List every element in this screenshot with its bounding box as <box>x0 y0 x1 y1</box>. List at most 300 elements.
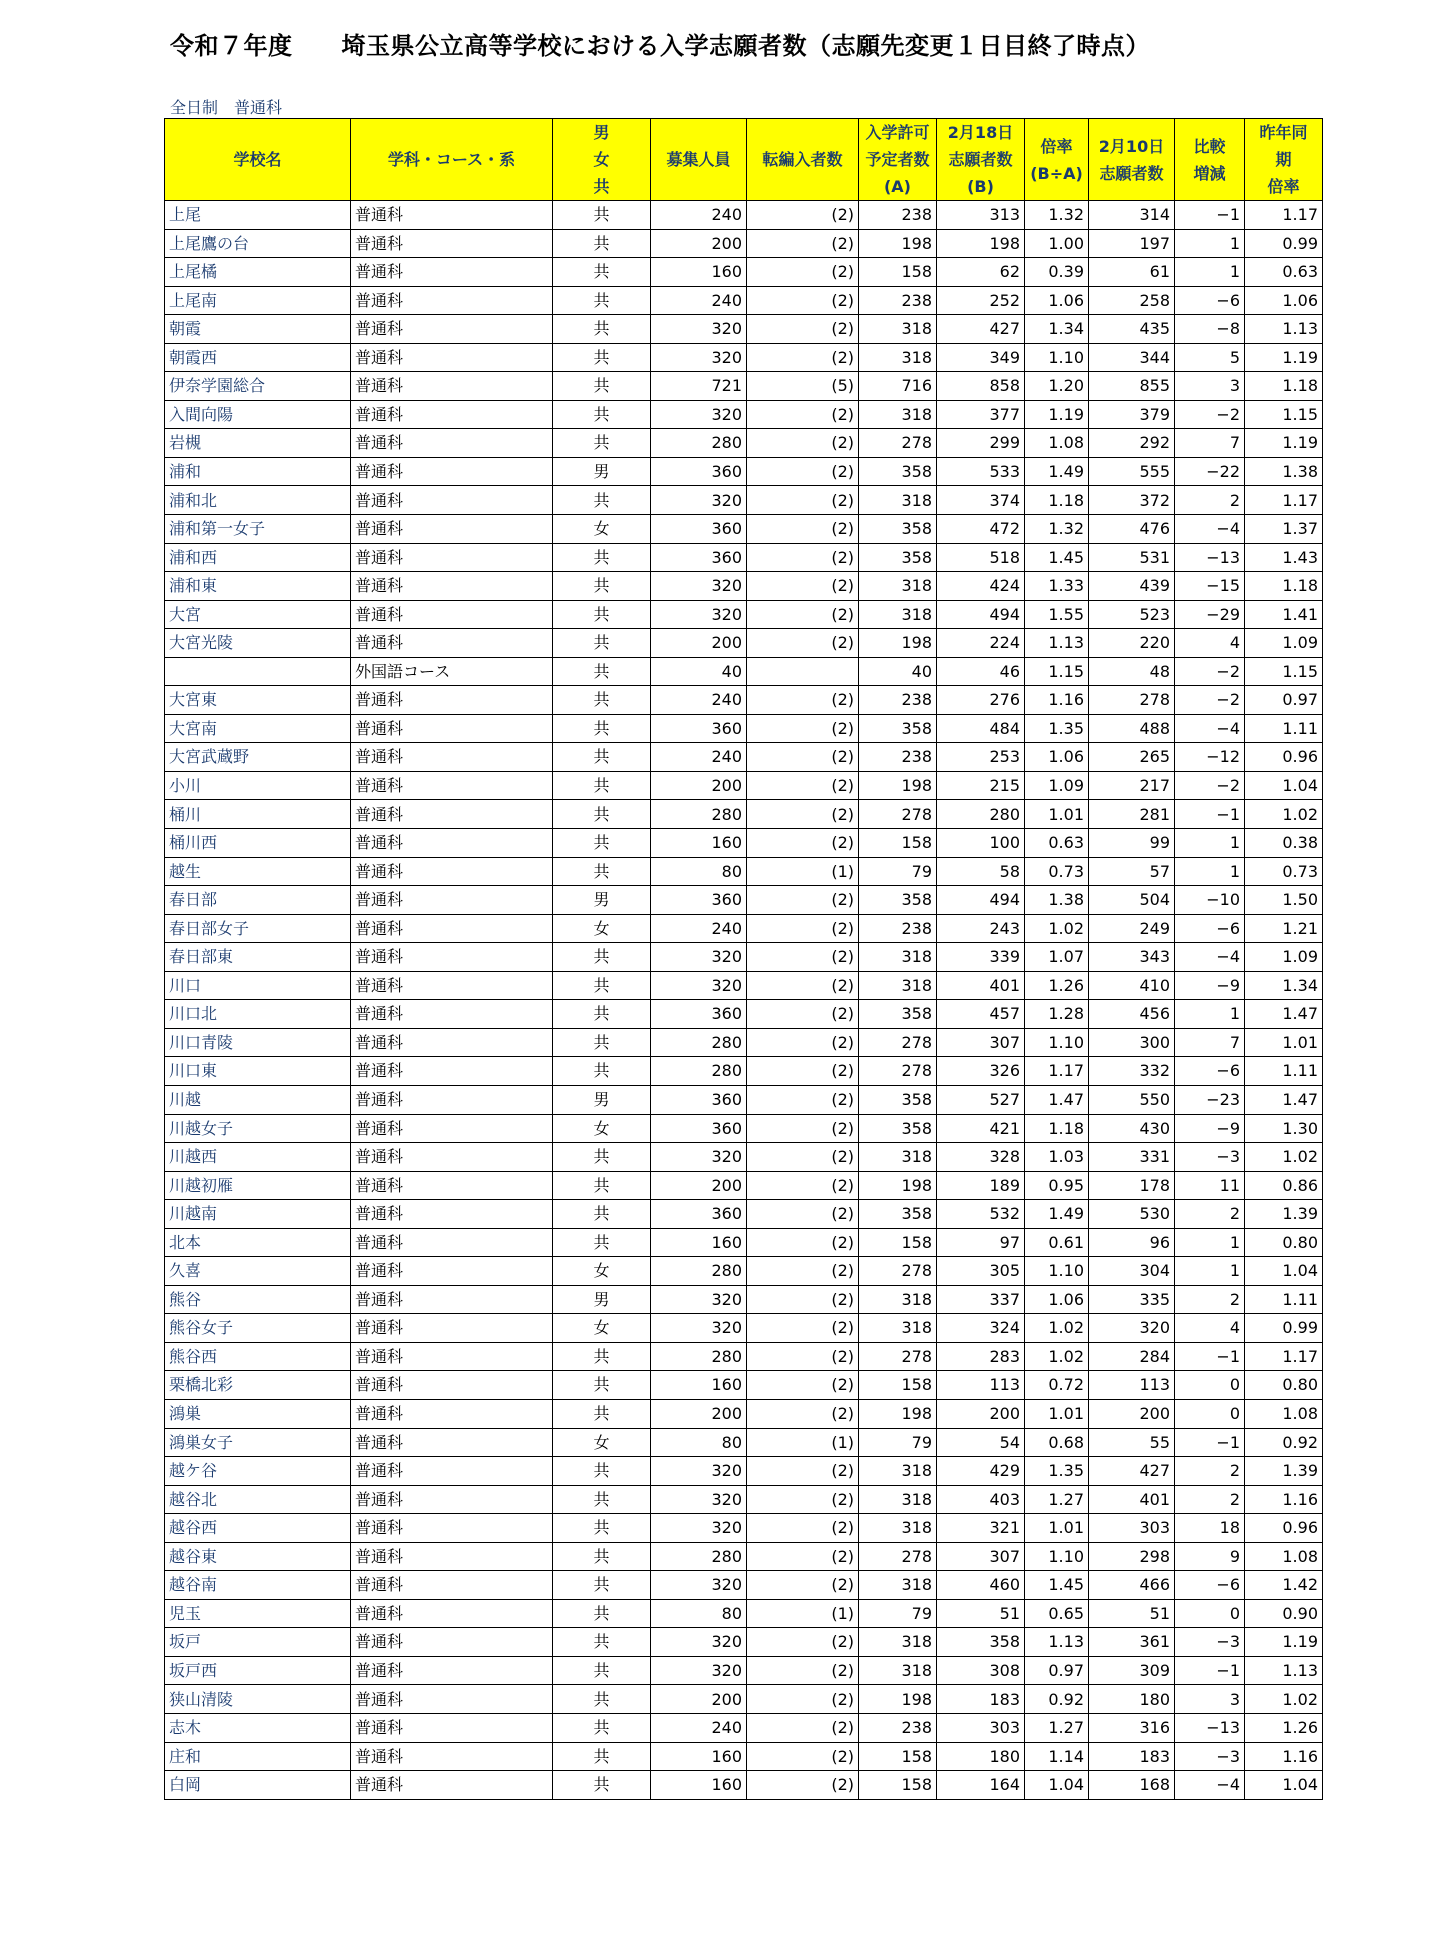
feb10-count-cell: 48 <box>1089 657 1175 686</box>
table-row <box>165 1514 1323 1543</box>
applicants-count-cell: 198 <box>937 229 1025 258</box>
last-year-ratio-cell: 1.19 <box>1245 429 1323 458</box>
course-name-cell: 普通科 <box>351 486 553 515</box>
school-name-cell: 春日部女子 <box>165 914 351 943</box>
header-feb10-line: 2月10日 <box>1098 136 1165 156</box>
gender-cell: 男 <box>553 1085 651 1114</box>
table-row <box>165 1628 1323 1657</box>
gender-cell: 共 <box>553 1485 651 1514</box>
gender-cell: 共 <box>553 657 651 686</box>
gender-cell: 共 <box>553 1371 651 1400</box>
ratio-cell: 0.39 <box>1025 258 1089 287</box>
ratio-cell: 1.18 <box>1025 486 1089 515</box>
applicants-count-cell: 200 <box>937 1399 1025 1428</box>
course-name-cell: 普通科 <box>351 943 553 972</box>
last-year-ratio-cell: 0.90 <box>1245 1599 1323 1628</box>
table-row <box>165 800 1323 829</box>
planned-count-cell: 198 <box>859 1171 937 1200</box>
feb10-count-cell: 550 <box>1089 1085 1175 1114</box>
applicants-count-cell: 377 <box>937 400 1025 429</box>
planned-count-cell: 40 <box>859 657 937 686</box>
ratio-cell: 0.68 <box>1025 1428 1089 1457</box>
capacity-cell: 360 <box>651 457 747 486</box>
diff-cell: 7 <box>1175 1028 1245 1057</box>
ratio-cell: 1.27 <box>1025 1485 1089 1514</box>
diff-cell: −6 <box>1175 286 1245 315</box>
school-name-cell: 川越 <box>165 1085 351 1114</box>
diff-cell: 2 <box>1175 1485 1245 1514</box>
school-name-cell: 大宮 <box>165 600 351 629</box>
last-year-ratio-cell: 1.15 <box>1245 657 1323 686</box>
course-name-cell: 普通科 <box>351 1685 553 1714</box>
school-name-cell: 鴻巣女子 <box>165 1428 351 1457</box>
table-row <box>165 943 1323 972</box>
last-year-ratio-cell: 1.04 <box>1245 1771 1323 1800</box>
feb10-count-cell: 292 <box>1089 429 1175 458</box>
last-year-ratio-cell: 1.19 <box>1245 343 1323 372</box>
school-name-cell: 大宮光陵 <box>165 629 351 658</box>
diff-cell: 2 <box>1175 1200 1245 1229</box>
course-name-cell: 普通科 <box>351 886 553 915</box>
last-year-ratio-cell: 0.99 <box>1245 229 1323 258</box>
last-year-ratio-cell: 1.13 <box>1245 1656 1323 1685</box>
capacity-cell: 200 <box>651 1171 747 1200</box>
table-row <box>165 714 1323 743</box>
school-name-cell: 越谷西 <box>165 1514 351 1543</box>
diff-cell: 3 <box>1175 372 1245 401</box>
school-name-cell: 川口北 <box>165 1000 351 1029</box>
capacity-cell: 160 <box>651 1742 747 1771</box>
header-transfer: 転編入者数 <box>747 119 859 201</box>
course-name-cell: 普通科 <box>351 857 553 886</box>
capacity-cell: 160 <box>651 829 747 858</box>
transfer-count-cell: (2) <box>747 1285 859 1314</box>
table-row <box>165 1457 1323 1486</box>
course-name-cell: 普通科 <box>351 914 553 943</box>
capacity-cell: 320 <box>651 943 747 972</box>
ratio-cell: 1.18 <box>1025 1114 1089 1143</box>
planned-count-cell: 318 <box>859 1485 937 1514</box>
table-row <box>165 1399 1323 1428</box>
table-row <box>165 829 1323 858</box>
school-name-cell: 熊谷西 <box>165 1342 351 1371</box>
planned-count-cell: 318 <box>859 1314 937 1343</box>
capacity-cell: 360 <box>651 1000 747 1029</box>
header-capacity: 募集人員 <box>651 119 747 201</box>
capacity-cell: 320 <box>651 486 747 515</box>
applicants-count-cell: 328 <box>937 1143 1025 1172</box>
gender-cell: 共 <box>553 429 651 458</box>
feb10-count-cell: 284 <box>1089 1342 1175 1371</box>
course-name-cell: 普通科 <box>351 572 553 601</box>
last-year-ratio-cell: 1.04 <box>1245 1257 1323 1286</box>
capacity-cell: 360 <box>651 1200 747 1229</box>
applicants-count-cell: 307 <box>937 1542 1025 1571</box>
planned-count-cell: 79 <box>859 857 937 886</box>
transfer-count-cell: (2) <box>747 1257 859 1286</box>
capacity-cell: 240 <box>651 686 747 715</box>
ratio-cell: 1.02 <box>1025 1342 1089 1371</box>
planned-count-cell: 358 <box>859 714 937 743</box>
diff-cell: 1 <box>1175 1257 1245 1286</box>
capacity-cell: 280 <box>651 800 747 829</box>
capacity-cell: 200 <box>651 1399 747 1428</box>
transfer-count-cell: (2) <box>747 1200 859 1229</box>
last-year-ratio-cell: 1.50 <box>1245 886 1323 915</box>
planned-count-cell: 318 <box>859 315 937 344</box>
transfer-count-cell: (2) <box>747 1514 859 1543</box>
school-name-cell: 朝霞 <box>165 315 351 344</box>
applicants-count-cell: 460 <box>937 1571 1025 1600</box>
applicants-count-cell: 58 <box>937 857 1025 886</box>
table-row <box>165 914 1323 943</box>
capacity-cell: 360 <box>651 543 747 572</box>
applicants-count-cell: 403 <box>937 1485 1025 1514</box>
transfer-count-cell: (2) <box>747 829 859 858</box>
ratio-cell: 1.32 <box>1025 201 1089 230</box>
feb10-count-cell: 51 <box>1089 1599 1175 1628</box>
header-last-year-line: 倍率 <box>1267 177 1300 196</box>
planned-count-cell: 278 <box>859 1257 937 1286</box>
school-name-cell: 越ケ谷 <box>165 1457 351 1486</box>
capacity-cell: 240 <box>651 914 747 943</box>
table-row <box>165 201 1323 230</box>
school-name-cell: 浦和北 <box>165 486 351 515</box>
course-name-cell: 普通科 <box>351 1028 553 1057</box>
last-year-ratio-cell: 1.43 <box>1245 543 1323 572</box>
table-row <box>165 258 1323 287</box>
ratio-cell: 1.06 <box>1025 286 1089 315</box>
last-year-ratio-cell: 0.99 <box>1245 1314 1323 1343</box>
course-name-cell: 普通科 <box>351 1200 553 1229</box>
school-name-cell: 白岡 <box>165 1771 351 1800</box>
diff-cell: 2 <box>1175 1285 1245 1314</box>
header-feb10 <box>1089 119 1175 201</box>
planned-count-cell: 358 <box>859 1114 937 1143</box>
diff-cell: −22 <box>1175 457 1245 486</box>
table-row <box>165 1085 1323 1114</box>
last-year-ratio-cell: 0.86 <box>1245 1171 1323 1200</box>
diff-cell: 3 <box>1175 1685 1245 1714</box>
course-name-cell: 普通科 <box>351 1599 553 1628</box>
applicants-count-cell: 62 <box>937 258 1025 287</box>
capacity-cell: 320 <box>651 400 747 429</box>
course-name-cell: 普通科 <box>351 1228 553 1257</box>
applicants-count-cell: 164 <box>937 1771 1025 1800</box>
table-row <box>165 572 1323 601</box>
feb10-count-cell: 217 <box>1089 771 1175 800</box>
transfer-count-cell: (2) <box>747 1485 859 1514</box>
transfer-count-cell: (2) <box>747 1314 859 1343</box>
course-name-cell: 普通科 <box>351 1428 553 1457</box>
transfer-count-cell: (1) <box>747 1428 859 1457</box>
table-row <box>165 229 1323 258</box>
planned-count-cell: 278 <box>859 1057 937 1086</box>
applicants-count-cell: 224 <box>937 629 1025 658</box>
diff-cell: −9 <box>1175 971 1245 1000</box>
transfer-count-cell: (2) <box>747 1171 859 1200</box>
gender-cell: 女 <box>553 1257 651 1286</box>
ratio-cell: 1.03 <box>1025 1143 1089 1172</box>
last-year-ratio-cell: 1.16 <box>1245 1742 1323 1771</box>
applicants-count-cell: 276 <box>937 686 1025 715</box>
applicants-count-cell: 252 <box>937 286 1025 315</box>
school-name-cell: 川越西 <box>165 1143 351 1172</box>
ratio-cell: 1.14 <box>1025 1742 1089 1771</box>
planned-count-cell: 318 <box>859 1628 937 1657</box>
school-name-cell: 上尾南 <box>165 286 351 315</box>
diff-cell: −2 <box>1175 657 1245 686</box>
last-year-ratio-cell: 1.18 <box>1245 372 1323 401</box>
header-planned-line: (A) <box>883 177 911 196</box>
ratio-cell: 0.63 <box>1025 829 1089 858</box>
last-year-ratio-cell: 1.16 <box>1245 1485 1323 1514</box>
gender-cell: 女 <box>553 1314 651 1343</box>
gender-cell: 男 <box>553 457 651 486</box>
last-year-ratio-cell: 1.39 <box>1245 1200 1323 1229</box>
school-name-cell: 川口東 <box>165 1057 351 1086</box>
planned-count-cell: 358 <box>859 1200 937 1229</box>
diff-cell: 0 <box>1175 1399 1245 1428</box>
school-name-cell: 坂戸西 <box>165 1656 351 1685</box>
course-name-cell: 普通科 <box>351 1114 553 1143</box>
table-row <box>165 971 1323 1000</box>
header-last-year-line: 昨年同 <box>1259 123 1308 142</box>
feb10-count-cell: 281 <box>1089 800 1175 829</box>
gender-cell: 女 <box>553 1428 651 1457</box>
last-year-ratio-cell: 0.80 <box>1245 1228 1323 1257</box>
planned-count-cell: 278 <box>859 800 937 829</box>
table-row <box>165 1314 1323 1343</box>
diff-cell: 1 <box>1175 1228 1245 1257</box>
transfer-count-cell: (2) <box>747 343 859 372</box>
course-name-cell: 普通科 <box>351 800 553 829</box>
table-row <box>165 1114 1323 1143</box>
planned-count-cell: 198 <box>859 1399 937 1428</box>
school-name-cell: 川口 <box>165 971 351 1000</box>
capacity-cell: 721 <box>651 372 747 401</box>
planned-count-cell: 158 <box>859 1742 937 1771</box>
school-name-cell: 浦和 <box>165 457 351 486</box>
gender-cell: 共 <box>553 372 651 401</box>
school-name-cell: 熊谷女子 <box>165 1314 351 1343</box>
last-year-ratio-cell: 1.09 <box>1245 629 1323 658</box>
planned-count-cell: 318 <box>859 572 937 601</box>
applicants-count-cell: 532 <box>937 1200 1025 1229</box>
diff-cell: −9 <box>1175 1114 1245 1143</box>
feb10-count-cell: 488 <box>1089 714 1175 743</box>
gender-cell: 共 <box>553 543 651 572</box>
course-name-cell: 普通科 <box>351 1371 553 1400</box>
capacity-cell: 320 <box>651 1457 747 1486</box>
school-name-cell: 伊奈学園総合 <box>165 372 351 401</box>
applicants-count-cell: 324 <box>937 1314 1025 1343</box>
gender-cell: 共 <box>553 1342 651 1371</box>
transfer-count-cell: (2) <box>747 914 859 943</box>
gender-cell: 男 <box>553 886 651 915</box>
diff-cell: 1 <box>1175 1000 1245 1029</box>
last-year-ratio-cell: 1.02 <box>1245 800 1323 829</box>
gender-cell: 共 <box>553 1771 651 1800</box>
ratio-cell: 1.09 <box>1025 771 1089 800</box>
table-row <box>165 1742 1323 1771</box>
applicants-count-cell: 100 <box>937 829 1025 858</box>
last-year-ratio-cell: 1.04 <box>1245 771 1323 800</box>
course-name-cell: 普通科 <box>351 600 553 629</box>
applicants-count-cell: 215 <box>937 771 1025 800</box>
ratio-cell: 1.47 <box>1025 1085 1089 1114</box>
header-last-year-line: 期 <box>1275 150 1292 169</box>
feb10-count-cell: 55 <box>1089 1428 1175 1457</box>
transfer-count-cell: (2) <box>747 1114 859 1143</box>
last-year-ratio-cell: 1.17 <box>1245 1342 1323 1371</box>
applicants-count-cell: 303 <box>937 1713 1025 1742</box>
ratio-cell: 0.95 <box>1025 1171 1089 1200</box>
applicants-count-cell: 472 <box>937 515 1025 544</box>
feb10-count-cell: 372 <box>1089 486 1175 515</box>
header-gender <box>553 119 651 201</box>
ratio-cell: 1.08 <box>1025 429 1089 458</box>
feb10-count-cell: 309 <box>1089 1656 1175 1685</box>
feb10-count-cell: 343 <box>1089 943 1175 972</box>
planned-count-cell: 238 <box>859 914 937 943</box>
capacity-cell: 200 <box>651 1685 747 1714</box>
header-diff-line: 増減 <box>1193 163 1226 183</box>
feb10-count-cell: 220 <box>1089 629 1175 658</box>
applicants-count-cell: 308 <box>937 1656 1025 1685</box>
transfer-count-cell: (2) <box>747 457 859 486</box>
school-name-cell <box>165 657 351 686</box>
capacity-cell: 320 <box>651 1571 747 1600</box>
ratio-cell: 1.32 <box>1025 515 1089 544</box>
last-year-ratio-cell: 0.38 <box>1245 829 1323 858</box>
diff-cell: 4 <box>1175 1314 1245 1343</box>
course-name-cell: 普通科 <box>351 543 553 572</box>
applicants-count-cell: 358 <box>937 1628 1025 1657</box>
course-name-cell: 普通科 <box>351 1257 553 1286</box>
school-name-cell: 大宮武蔵野 <box>165 743 351 772</box>
capacity-cell: 160 <box>651 1371 747 1400</box>
last-year-ratio-cell: 1.26 <box>1245 1713 1323 1742</box>
diff-cell: −1 <box>1175 201 1245 230</box>
gender-cell: 共 <box>553 286 651 315</box>
last-year-ratio-cell: 1.41 <box>1245 600 1323 629</box>
transfer-count-cell: (2) <box>747 1057 859 1086</box>
feb10-count-cell: 249 <box>1089 914 1175 943</box>
table-row <box>165 771 1323 800</box>
table-row <box>165 315 1323 344</box>
applicants-count-cell: 349 <box>937 343 1025 372</box>
last-year-ratio-cell: 1.38 <box>1245 457 1323 486</box>
applicants-count-cell: 337 <box>937 1285 1025 1314</box>
feb10-count-cell: 344 <box>1089 343 1175 372</box>
transfer-count-cell: (2) <box>747 1085 859 1114</box>
feb10-count-cell: 168 <box>1089 1771 1175 1800</box>
school-name-cell: 川口青陵 <box>165 1028 351 1057</box>
transfer-count-cell: (2) <box>747 886 859 915</box>
course-name-cell: 普通科 <box>351 714 553 743</box>
planned-count-cell: 198 <box>859 771 937 800</box>
gender-cell: 女 <box>553 1114 651 1143</box>
ratio-cell: 1.10 <box>1025 1257 1089 1286</box>
gender-cell: 共 <box>553 600 651 629</box>
ratio-cell: 1.00 <box>1025 229 1089 258</box>
capacity-cell: 160 <box>651 258 747 287</box>
capacity-cell: 360 <box>651 1114 747 1143</box>
feb10-count-cell: 57 <box>1089 857 1175 886</box>
gender-cell: 共 <box>553 572 651 601</box>
table-row <box>165 886 1323 915</box>
gender-cell: 女 <box>553 515 651 544</box>
diff-cell: −3 <box>1175 1742 1245 1771</box>
diff-cell: −2 <box>1175 771 1245 800</box>
ratio-cell: 1.10 <box>1025 343 1089 372</box>
course-name-cell: 普通科 <box>351 315 553 344</box>
feb10-count-cell: 466 <box>1089 1571 1175 1600</box>
planned-count-cell: 158 <box>859 829 937 858</box>
course-name-cell: 普通科 <box>351 1342 553 1371</box>
gender-cell: 共 <box>553 829 651 858</box>
ratio-cell: 1.13 <box>1025 1628 1089 1657</box>
last-year-ratio-cell: 1.08 <box>1245 1542 1323 1571</box>
course-name-cell: 普通科 <box>351 1514 553 1543</box>
last-year-ratio-cell: 1.02 <box>1245 1143 1323 1172</box>
header-ratio-line: (B÷A) <box>1030 163 1083 183</box>
gender-cell: 共 <box>553 743 651 772</box>
capacity-cell: 320 <box>651 1628 747 1657</box>
school-name-cell: 桶川 <box>165 800 351 829</box>
feb10-count-cell: 303 <box>1089 1514 1175 1543</box>
course-name-cell: 普通科 <box>351 1399 553 1428</box>
school-name-cell: 上尾鷹の台 <box>165 229 351 258</box>
planned-count-cell: 79 <box>859 1599 937 1628</box>
course-name-cell: 普通科 <box>351 971 553 1000</box>
ratio-cell: 1.06 <box>1025 1285 1089 1314</box>
table-row <box>165 629 1323 658</box>
transfer-count-cell: (2) <box>747 686 859 715</box>
ratio-cell: 1.10 <box>1025 1028 1089 1057</box>
course-name-cell: 普通科 <box>351 1571 553 1600</box>
diff-cell: −6 <box>1175 914 1245 943</box>
planned-count-cell: 158 <box>859 258 937 287</box>
table-row <box>165 1057 1323 1086</box>
transfer-count-cell: (2) <box>747 201 859 230</box>
table-row <box>165 1285 1323 1314</box>
diff-cell: −3 <box>1175 1628 1245 1657</box>
ratio-cell: 1.35 <box>1025 714 1089 743</box>
feb10-count-cell: 523 <box>1089 600 1175 629</box>
planned-count-cell: 198 <box>859 229 937 258</box>
ratio-cell: 1.26 <box>1025 971 1089 1000</box>
school-name-cell: 北本 <box>165 1228 351 1257</box>
feb10-count-cell: 113 <box>1089 1371 1175 1400</box>
diff-cell: −3 <box>1175 1143 1245 1172</box>
gender-cell: 共 <box>553 229 651 258</box>
diff-cell: 2 <box>1175 1457 1245 1486</box>
gender-cell: 共 <box>553 1228 651 1257</box>
diff-cell: −6 <box>1175 1057 1245 1086</box>
gender-cell: 共 <box>553 201 651 230</box>
planned-count-cell: 318 <box>859 400 937 429</box>
header-diff <box>1175 119 1245 201</box>
applicants-count-cell: 243 <box>937 914 1025 943</box>
last-year-ratio-cell: 1.09 <box>1245 943 1323 972</box>
transfer-count-cell: (2) <box>747 743 859 772</box>
course-name-cell: 普通科 <box>351 1085 553 1114</box>
planned-count-cell: 278 <box>859 429 937 458</box>
course-name-cell: 普通科 <box>351 1656 553 1685</box>
transfer-count-cell: (2) <box>747 1143 859 1172</box>
